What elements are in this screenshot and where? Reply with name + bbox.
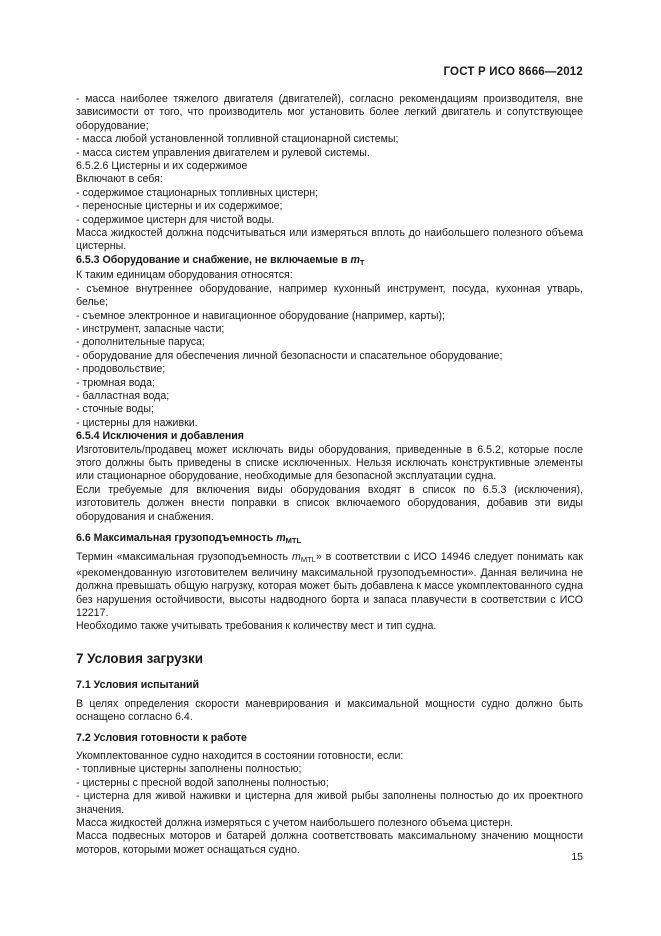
list-item: - переносные цистерны и их содержимое; [76, 200, 283, 213]
list-item: - масса систем управления двигателем и рулевой системы. [76, 146, 370, 159]
symbol-subscript: MTL [285, 536, 302, 545]
text-run: » в соответствии с ИСО 14946 следует понимать как «рекомендованную изготовителем величину максимальной грузоподъемности». Данная величина не должна превышать общую нагрузку, которая может быть добавлена к массе укомплектованного судна без нарушения остойчивости, высоты надводного борта и запаса плавучести в соответствии с ИСО 12217. [76, 551, 583, 620]
section-heading-7: 7 Условия загрузки [76, 650, 203, 666]
paragraph: Масса жидкостей должна измеряться с учетом наибольшего полезного объема цистерн. [76, 816, 514, 829]
list-item: - масса любой установленной топливной стационарной системы; [76, 133, 399, 146]
paragraph: Масса жидкостей должна подсчитываться или измеряться вплоть до наибольшего полезного объема цистерны. [76, 227, 583, 253]
list-item: - балластная вода; [76, 389, 170, 402]
text-run: Термин «максимальная грузоподъемность [76, 551, 289, 564]
section-heading-6-6 [76, 532, 583, 547]
paragraph: К таким единицам оборудования относятся: [76, 269, 293, 282]
list-item: - цистерны для наживки. [76, 416, 198, 429]
symbol-m: m [350, 253, 360, 266]
list-item: - цистерна для живой наживки и цистерна для живой рыбы заполнены полностью до их проектного значения. [76, 790, 583, 816]
paragraph: - масса наиболее тяжелого двигателя (двигателей), согласно рекомендациям производителя, вне зависимости от того, что производитель мог установить более легкий двигатель и сопутствующее оборудование; [76, 93, 583, 132]
symbol-subscript: T [359, 257, 365, 267]
list-item: - топливные цистерны заполнены полностью; [76, 763, 302, 776]
section-heading-7-2: 7.2 Условия готовности к работе [76, 732, 247, 745]
heading-text: 6.5.3 Оборудование и снабжение, не включаемые в [76, 253, 348, 266]
list-item: - сточные воды; [76, 403, 154, 416]
symbol-m: m [292, 551, 301, 564]
list-item: - содержимое стационарных топливных цистерн; [76, 186, 319, 199]
heading-text: 6.6 Максимальная грузоподъемность [76, 532, 274, 544]
document-body [76, 93, 583, 857]
paragraph: Необходимо также учитывать требования к количеству мест и тип судна. [76, 620, 437, 633]
paragraph: Изготовитель/продавец может исключать виды оборудования, приведенные в 6.5.2, которые после этого должны быть приведены в списке исключенных. Нельзя исключать конструктивные элементы или стационарное оборудование, необходимые для безопасной эксплуатации судна. [76, 443, 583, 483]
list-item: - дополнительные паруса; [76, 336, 205, 349]
list-item: - трюмная вода; [76, 376, 155, 389]
list-item: - съемное электронное и навигационное оборудование (например, карты); [76, 309, 445, 322]
paragraph [76, 551, 583, 620]
list-item: - цистерны с пресной водой заполнены полностью; [76, 776, 329, 789]
standard-header: ГОСТ Р ИСО 8666—2012 [443, 66, 583, 78]
symbol-subscript: MTL [300, 555, 316, 565]
paragraph: Масса подвесных моторов и батарей должна соответствовать максимальному значению мощности моторов, которыми может оснащаться судно. [76, 830, 583, 856]
list-item: - инструмент, запасные части; [76, 322, 225, 335]
list-item: - продовольствие; [76, 363, 166, 376]
section-heading-7-1: 7.1 Условия испытаний [76, 679, 200, 692]
page-number: 15 [571, 851, 583, 863]
list-item: - оборудование для обеспечения личной безопасности и спасательное оборудование; [76, 349, 503, 362]
section-heading-6-5-3 [76, 254, 583, 269]
list-item: - содержимое цистерн для чистой воды. [76, 213, 275, 226]
list-item: - съемное внутреннее оборудование, например кухонный инструмент, посуда, кухонная утварь, белье; [76, 282, 583, 309]
paragraph: Если требуемые для включения виды оборудования входят в список по 6.5.3 (исключения), изготовитель должен внести поправки в список включаемого оборудования, добавив эти виды оборудования и снабжения. [76, 483, 583, 523]
paragraph: Укомплектованное судно находится в состоянии готовности, если: [76, 749, 404, 762]
section-heading-6-5-4: 6.5.4 Исключения и добавления [76, 430, 244, 443]
paragraph: Включают в себя: [76, 173, 163, 186]
paragraph: В целях определения скорости маневрирования и максимальной мощности судно должно быть оснащено согласно 6.4. [76, 697, 583, 724]
subsection-title: 6.5.2.6 Цистерны и их содержимое [76, 160, 248, 173]
symbol-m: m [276, 532, 286, 544]
